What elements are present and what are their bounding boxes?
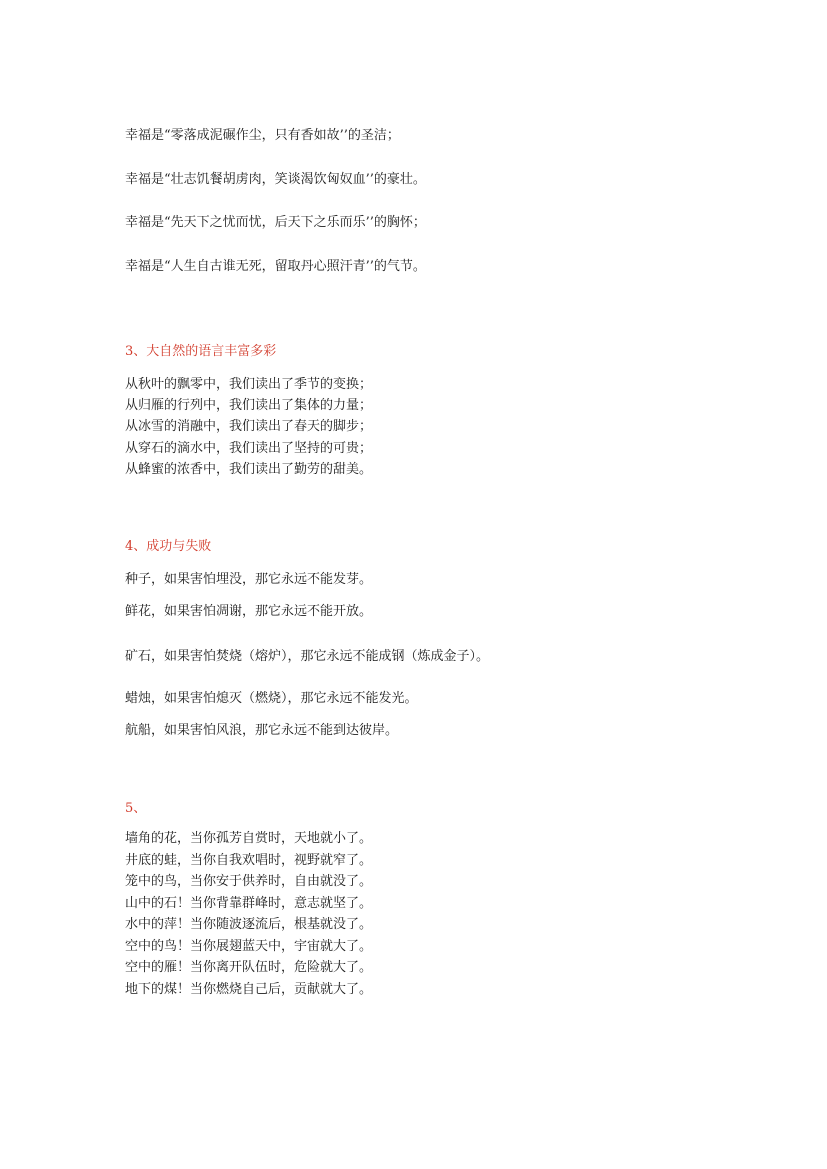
section-3-heading: 3、大自然的语言丰富多彩 [125, 344, 277, 359]
happiness-line-3: 幸福是“先天下之忧而忧，后天下之乐而乐’’的胸怀； [125, 215, 426, 230]
section-3-line-2: 从归雁的行列中，我们读出了集体的力量； [125, 398, 373, 413]
section-5-heading: 5、 [125, 801, 147, 816]
section-5-line-4: 山中的石！当你背靠群峰时，意志就坚了。 [125, 896, 373, 911]
happiness-line-1: 幸福是“零落成泥碾作尘，只有香如故’’的圣洁； [125, 128, 400, 143]
section-3-line-1: 从秋叶的飘零中，我们读出了季节的变换； [125, 377, 373, 392]
section-4-heading: 4、成功与失败 [125, 539, 212, 554]
section-5-line-8: 地下的煤！当你燃烧自己后，贡献就大了。 [125, 982, 373, 997]
section-3-line-4: 从穿石的滴水中，我们读出了坚持的可贵； [125, 441, 373, 456]
section-3-line-5: 从蜂蜜的浓香中，我们读出了勤劳的甜美。 [125, 462, 373, 477]
section-5-line-5: 水中的萍！当你随波逐流后，根基就没了。 [125, 917, 373, 932]
happiness-line-4: 幸福是“人生自古谁无死，留取丹心照汗青’’的气节。 [125, 259, 426, 274]
section-5-line-7: 空中的雁！当你离开队伍时，危险就大了。 [125, 960, 373, 975]
section-4-line-1: 种子，如果害怕埋没，那它永远不能发芽。 [125, 572, 373, 587]
section-5-line-1: 墙角的花，当你孤芳自赏时，天地就小了。 [125, 831, 373, 846]
section-5-line-6: 空中的鸟！当你展翅蓝天中，宇宙就大了。 [125, 939, 373, 954]
section-3-line-3: 从冰雪的消融中，我们读出了春天的脚步； [125, 419, 373, 434]
section-5-line-2: 井底的蛙，当你自我欢唱时，视野就窄了。 [125, 853, 373, 868]
section-4-line-3: 矿石，如果害怕焚烧（熔炉），那它永远不能成钢（炼成金子）。 [125, 649, 490, 664]
section-5-line-3: 笼中的鸟，当你安于供养时，自由就没了。 [125, 874, 373, 889]
happiness-line-2: 幸福是“壮志饥餐胡虏肉，笑谈渴饮匈奴血’’的豪壮。 [125, 172, 426, 187]
section-4-line-5: 航船，如果害怕风浪，那它永远不能到达彼岸。 [125, 723, 399, 738]
section-4-line-4: 蜡烛，如果害怕熄灭（燃烧），那它永远不能发光。 [125, 691, 418, 706]
section-4-line-2: 鲜花，如果害怕凋谢，那它永远不能开放。 [125, 604, 373, 619]
